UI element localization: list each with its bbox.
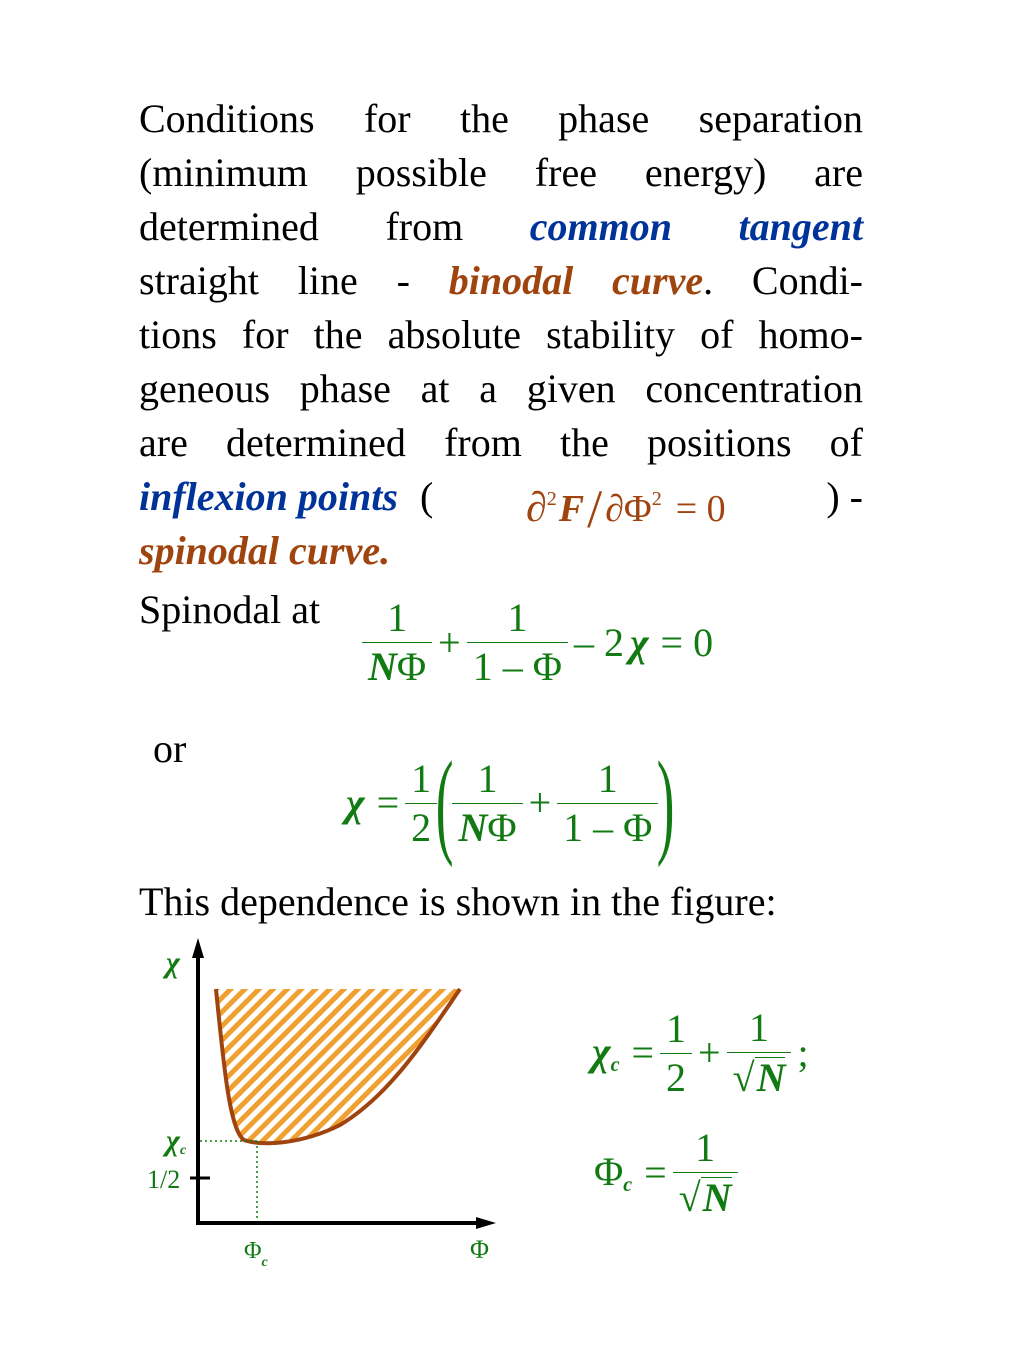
partial-phi: ∂Φ (605, 488, 652, 530)
denominator: 2 (666, 1054, 687, 1100)
numerator: 1 (673, 1128, 738, 1173)
phi-letter: Φ (594, 1148, 624, 1194)
paragraph-line-2: (minimum possible free energy) are (139, 150, 863, 195)
chi-c-tick-label (162, 1124, 187, 1158)
denominator: 1 – Φ (563, 804, 653, 850)
symbol-N: N (756, 1055, 786, 1100)
y-axis-label: χ (166, 946, 180, 979)
phi-subscript: c (623, 1173, 633, 1196)
paragraph-line-4-end: . Condi- (703, 258, 864, 303)
phi-c-symbol: Φ (244, 1238, 262, 1264)
second-order: 2 (546, 488, 557, 510)
phi-c-tick-label (244, 1238, 269, 1270)
sqrt-sign: √ (678, 1175, 701, 1220)
critical-chi-equation (592, 1005, 815, 1100)
plus-sign: + (528, 780, 552, 825)
equals-zero: = 0 (660, 619, 714, 665)
numerator: 1 (362, 598, 432, 643)
close-paren: ) - (826, 474, 863, 519)
equals-sign: = (631, 1030, 655, 1075)
fraction-1-over-sqrt-N (727, 1005, 792, 1100)
numerator: 1 (405, 759, 437, 804)
equals-sign: = (376, 780, 400, 825)
chi-symbol: χ (346, 780, 365, 825)
paragraph-line-7: are determined from the positions of (139, 420, 863, 465)
symbol-Phi: Φ (396, 644, 427, 689)
keyword-binodal-curve: binodal curve (448, 258, 704, 303)
chi-c-subscript: c (179, 1143, 187, 1158)
equals-zero: = 0 (675, 488, 726, 530)
symbol-Phi: Φ (487, 804, 517, 850)
denominator (673, 1173, 738, 1218)
fraction-1-over-sqrt-N (673, 1125, 738, 1220)
free-energy-F: F (558, 488, 585, 530)
phi-symbol (594, 1148, 633, 1196)
paragraph-line-4-text: straight line - (139, 258, 449, 303)
sqrt-sign: √ (732, 1055, 755, 1100)
chi-symbol: χ (629, 619, 649, 665)
numerator: 1 (727, 1008, 792, 1053)
numerator: 1 (557, 759, 658, 804)
keyword-common-tangent: common tangent (529, 204, 863, 249)
paragraph-line-5: tions for the absolute stability of homo- (139, 312, 863, 357)
phi-squared: 2 (651, 488, 662, 510)
open-paren: ( (419, 474, 434, 519)
unstable-region (216, 989, 460, 1143)
partial-symbol: ∂ (526, 485, 547, 531)
half-tick-label: 1/2 (147, 1165, 181, 1194)
right-paren: ) (657, 737, 675, 868)
symbol-N: N (458, 804, 488, 850)
or-label: or (153, 726, 187, 771)
y-axis-arrow (192, 938, 204, 958)
keyword-spinodal-curve: spinodal curve. (139, 528, 391, 573)
chi-c-symbol: χ (166, 1124, 180, 1157)
denominator: 1 – Φ (472, 644, 562, 689)
plus-sign: + (438, 619, 461, 665)
symbol-N: N (702, 1175, 732, 1220)
numerator: 1 (452, 759, 522, 804)
x-axis-label: Φ (470, 1235, 490, 1264)
minus-two: – 2 (573, 619, 624, 665)
chi-symbol (592, 1028, 620, 1076)
figure-caption: This dependence is shown in the figure: (139, 879, 777, 924)
x-axis-arrow (476, 1217, 496, 1229)
denominator (727, 1053, 792, 1098)
critical-phi-equation (594, 1125, 738, 1220)
paragraph-line-3-text: determined from (139, 204, 530, 249)
equals-sign: = (644, 1150, 667, 1195)
chi-letter: χ (592, 1028, 611, 1074)
division-slash: / (587, 479, 603, 539)
symbol-N: N (368, 644, 397, 689)
numerator: 1 (467, 598, 568, 643)
plus-sign: + (698, 1030, 721, 1075)
keyword-inflexion-points: inflexion points (139, 474, 398, 519)
paragraph-line-6: geneous phase at a given concentration (139, 366, 863, 411)
paragraph-line-1: Conditions for the phase separation (139, 96, 863, 141)
left-paren: ( (435, 737, 454, 868)
semicolon: ; (797, 1030, 809, 1075)
numerator: 1 (660, 1009, 692, 1054)
chi-subscript: c (610, 1053, 620, 1076)
phi-c-subscript: c (261, 1255, 268, 1270)
denominator: 2 (411, 804, 432, 850)
spinodal-label: Spinodal at (139, 587, 321, 632)
fraction-one-half (660, 1005, 692, 1100)
